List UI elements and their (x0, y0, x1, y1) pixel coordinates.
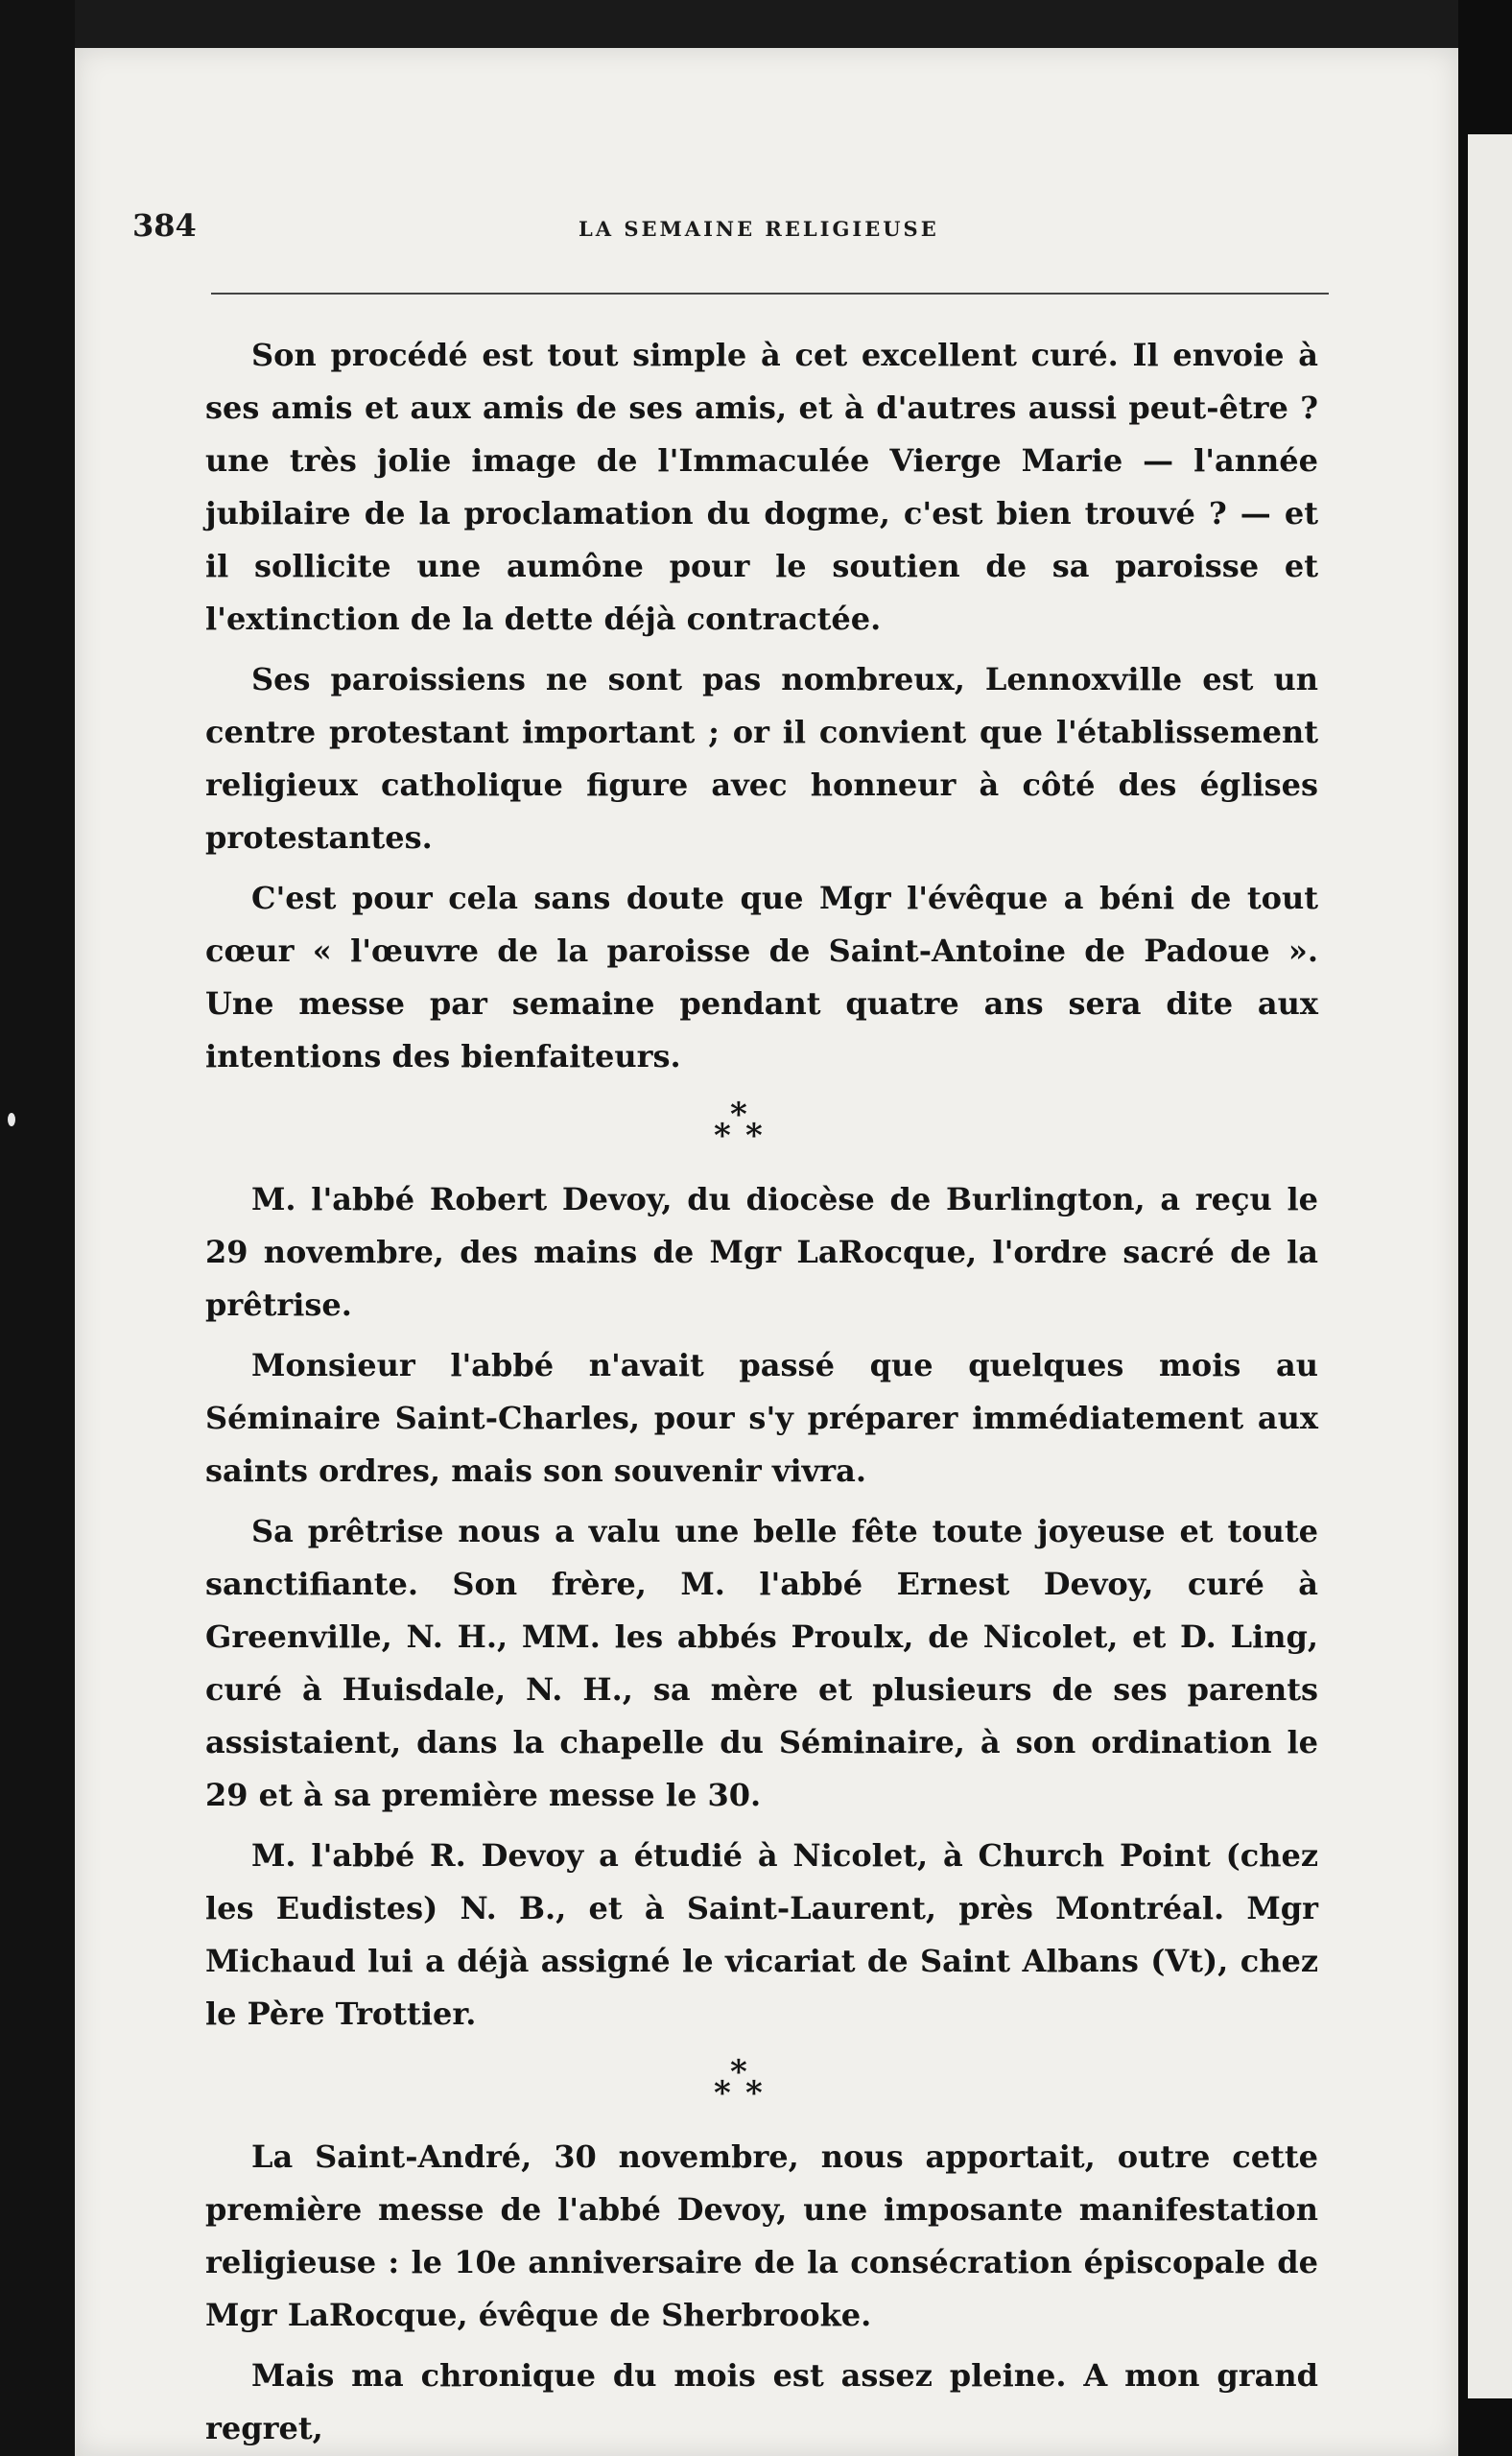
separator-star: * (714, 2074, 731, 2113)
paragraph: Son procédé est tout simple à cet excellent curé. Il envoie à ses amis et aux amis de ses amis, et à d'autres aussi peut-être ? une très jolie image de l'Immaculée Vierge Marie — l'année jubilaire de la proclamation du dogme, c'est bien trouvé ? — et il sollicite une aumône pour le soutien de sa paroisse et l'extinction de la dette déjà contractée. (205, 337, 1318, 637)
facing-page-edge (1468, 134, 1512, 2398)
scan-left-margin (0, 0, 75, 2456)
paragraph: M. l'abbé Robert Devoy, du diocèse de Burlington, a reçu le 29 novembre, des mains de Mgr LaRocque, l'ordre sacré de la prêtrise. (205, 1181, 1318, 1323)
paragraph: M. l'abbé R. Devoy a étudié à Nicolet, à Church Point (chez les Eudistes) N. B., et à Saint-Laurent, près Montréal. Mgr Michaud lui a déjà assigné le vicariat de Saint Albans (Vt), chez le Père Trottier. (205, 1837, 1318, 2032)
paragraph: Monsieur l'abbé n'avait passé que quelques mois au Séminaire Saint-Charles, pour s'y préparer immédiatement aux saints ordres, mais son souvenir vivra. (205, 1347, 1318, 1489)
scan-speck (8, 1113, 15, 1126)
separator-star: * (730, 1096, 747, 1134)
paragraph: Sa prêtrise nous a valu une belle fête toute joyeuse et toute sanctifiante. Son frère, M. l'abbé Ernest Devoy, curé à Greenville, N. H., MM. les abbés Proulx, de Nicolet, et D. Ling, curé à Huisdale, N. H., sa mère et plusieurs de ses parents assistaient, dans la chapelle du Séminaire, à son ordination le 29 et à sa première messe le 30. (205, 1513, 1318, 1813)
paragraph: Ses paroissiens ne sont pas nombreux, Lennoxville est un centre protestant important ; or il convient que l'établissement religieux catholique figure avec honneur à côté des églises protestantes. (205, 661, 1318, 856)
separator-star: * (745, 1117, 763, 1155)
separator-star: * (730, 2053, 747, 2091)
paragraph: C'est pour cela sans doute que Mgr l'évêque a béni de tout cœur « l'œuvre de la paroisse de Saint-Antoine de Padoue ». Une messe par semaine pendant quatre ans sera dite aux intentions des bienfaiteurs. (205, 880, 1318, 1074)
separator-star: * (745, 2074, 763, 2113)
separator-star: * (714, 1117, 731, 1155)
page-header (132, 203, 1332, 261)
paragraph: Mais ma chronique du mois est assez pleine. A mon grand regret, (205, 2357, 1318, 2446)
header-rule (211, 293, 1329, 295)
running-head: LA SEMAINE RELIGIEUSE (579, 217, 939, 241)
section-separator (205, 2041, 1318, 2131)
section-separator (205, 1083, 1318, 1173)
page-number: 384 (132, 207, 197, 244)
body-text (205, 329, 1318, 2455)
paragraph: La Saint-André, 30 novembre, nous apportait, outre cette première messe de l'abbé Devoy, une imposante manifestation religieuse : le 10e anniversaire de la consécration épiscopale de Mgr LaRocque, évêque de Sherbrooke. (205, 2138, 1318, 2333)
